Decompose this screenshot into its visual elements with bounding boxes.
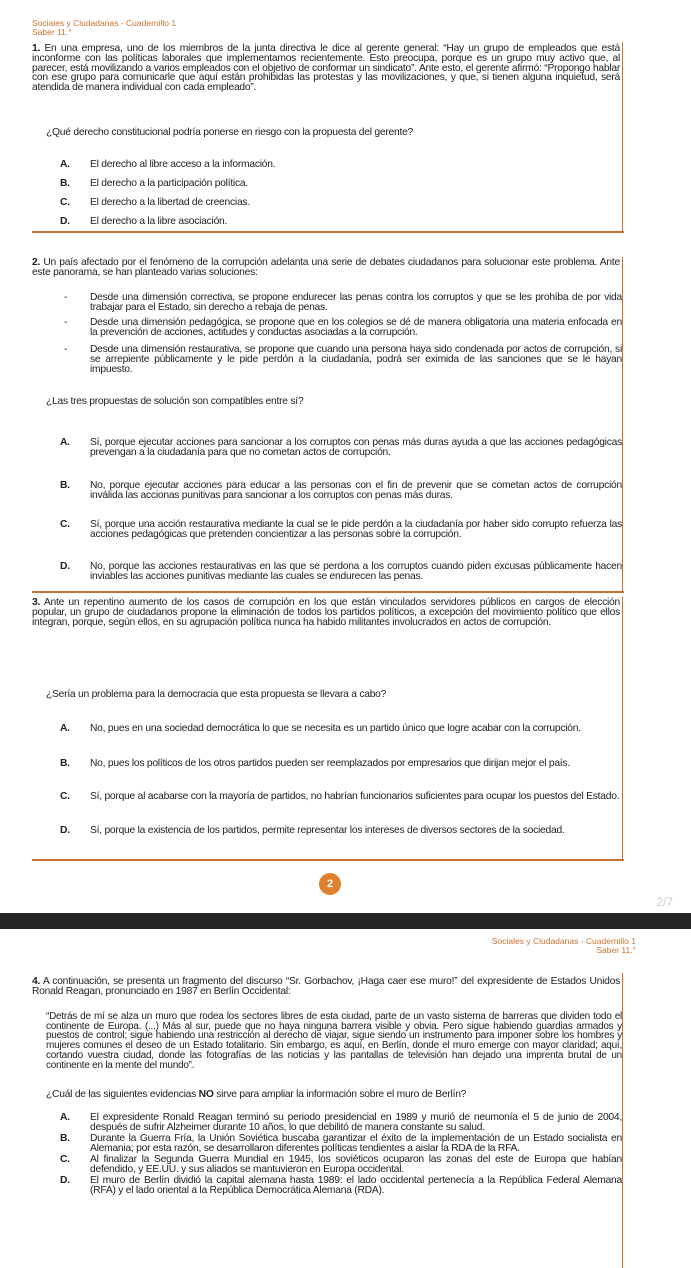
option-letter: C. — [60, 1154, 70, 1165]
option-text: El derecho a la participación política. — [90, 178, 248, 189]
question-1-stem-text: En una empresa, uno de los miembros de la junta directiva le dice al gerente general: “Hay un grupo de empleados que está inconforme con las políticas laborales que implementamos recientemente. Esto preocupa, porque es un grupo muy activo que, al parecer, está movilizando a varios empleados con el objetivo de conformar un sindicato”. Ante esto, el gerente afirmó: “Propongo hablar con ese grupo para comunicarle que aquí están prohibidas las protestas y las movilizaciones, y que, si tienen alguna inquietud, será atendida de manera individual con cada empleado”. — [32, 43, 620, 94]
question-2-stem — [32, 258, 620, 278]
option-letter: C. — [60, 197, 70, 208]
question-1-stem — [32, 44, 620, 93]
question-1-rule — [32, 231, 624, 233]
option-text: El derecho a la libre asociación. — [90, 216, 228, 227]
question-2-bullet-1 — [46, 293, 622, 313]
option-text: El derecho a la libertad de creencias. — [90, 197, 250, 208]
question-2-number: 2. — [32, 257, 41, 268]
question-2-option-a[interactable] — [46, 438, 622, 458]
page-separator — [0, 913, 691, 929]
option-text: El expresidente Ronald Reagan terminó su periodo presidencial en 1989 y murió de neumonía el 5 de junio de 2004, después de sufrir Alzheimer durante 10 años, lo que debilitó de manera constante su salud. — [90, 1112, 622, 1133]
prompt-emphasis: NO — [198, 1089, 214, 1100]
option-letter: C. — [60, 791, 70, 802]
question-2-bullet-2 — [46, 318, 622, 338]
option-letter: A. — [60, 1112, 70, 1123]
bullet-mark: - — [64, 344, 68, 355]
bullet-mark: - — [64, 317, 68, 328]
question-3-prompt: ¿Sería un problema para la democracia que esta propuesta se llevara a cabo? — [46, 689, 387, 700]
bullet-mark: - — [64, 292, 68, 303]
option-letter: D. — [60, 216, 70, 227]
question-2-option-d[interactable] — [46, 562, 622, 582]
option-letter: D. — [60, 1175, 70, 1186]
question-4-option-b[interactable] — [46, 1134, 622, 1154]
question-3-number: 3. — [32, 597, 41, 608]
question-3-option-a[interactable] — [46, 724, 622, 734]
option-letter: D. — [60, 561, 70, 572]
option-text: Sí, porque la existencia de los partidos, permite representar los intereses de diversos sectores de la sociedad. — [90, 825, 565, 836]
option-letter: B. — [60, 1133, 70, 1144]
question-3-stem-text: Ante un repentino aumento de los casos de corrupción en los que están vinculados servidores públicos en cargos de elección popular, un grupo de ciudadanos propone la eliminación de todos los partidos políticos, a excepción del movimiento político que ellos integran, porque, según ellos, en su agrupación política nunca ha habido militantes involucrados en actos de corrupción. — [32, 597, 620, 628]
option-text: No, pues los políticos de los otros partidos pueden ser reemplazados por empresarios que dirijan mejor el país. — [90, 758, 570, 769]
option-letter: D. — [60, 825, 70, 836]
page-number-badge: 2 — [319, 873, 341, 895]
page-header-right — [492, 937, 636, 955]
question-2-option-c[interactable] — [46, 520, 622, 540]
option-text: No, pues en una sociedad democrática lo que se necesita es un partido único que logre acabar con la corrupción. — [90, 723, 581, 734]
question-1-option-a[interactable] — [46, 160, 622, 170]
option-text: No, porque ejecutar acciones para educar a las personas con el fin de prevenir que se cometan actos de corrupción inválida las accionas punitivas para sancionar a los corruptos con penas más duras. — [90, 480, 622, 501]
option-letter: A. — [60, 159, 70, 170]
question-2-rule — [32, 591, 624, 593]
question-1-option-c[interactable] — [46, 198, 622, 208]
page-2 — [0, 929, 691, 1266]
question-4-option-d[interactable] — [46, 1176, 622, 1196]
prompt-text: ¿Cuál de las siguientes evidencias — [46, 1089, 199, 1100]
prompt-text: sirve para ampliar la información sobre el muro de Berlín? — [213, 1089, 467, 1100]
page-header — [32, 19, 176, 37]
question-3-option-d[interactable] — [46, 826, 622, 836]
bullet-text: Desde una dimensión pedagógica, se propone que en los colegios se dé de manera obligatoria una materia enfocada en la prevención de acciones, actitudes y conductas asociadas a la corrupción. — [90, 317, 622, 338]
option-text: Sí, porque al acabarse con la mayoría de partidos, no habrían funcionarios suficientes para ocupar los puestos del Estado. — [90, 791, 620, 802]
question-2-prompt: ¿Las tres propuestas de solución son compatibles entre sí? — [46, 396, 304, 407]
question-1-number: 1. — [32, 43, 41, 54]
question-4-stem — [32, 977, 620, 997]
question-3-option-b[interactable] — [46, 759, 622, 769]
question-4-stem-text: A continuación, se presenta un fragmento del discurso “Sr. Gorbachov, ¡Haga caer ese muro!” del expresidente de Estados Unidos Ronald Reagan, pronunciado en 1987 en Berlín Occidental: — [32, 976, 620, 997]
question-4-prompt — [46, 1090, 622, 1100]
question-1-option-d[interactable] — [46, 217, 622, 227]
question-3-rule — [32, 859, 624, 861]
question-2-stem-text: Un país afectado por el fenómeno de la corrupción adelanta una serie de debates ciudadanos para solucionar este problema. Ante este panorama, se han planteado varias soluciones: — [32, 257, 620, 278]
option-text: El derecho al libre acceso a la información. — [90, 159, 276, 170]
question-2-bullet-3 — [46, 345, 622, 374]
option-letter: B. — [60, 480, 70, 491]
option-text: No, porque las acciones restaurativas en las que se perdona a los corruptos cuando piden excusas públicamente hacen inviables las acciones punitivas mediante las cuales se endurecen las penas. — [90, 561, 622, 582]
question-3-stem — [32, 598, 620, 627]
option-text: El muro de Berlín dividió la capital alemana hasta 1989: el lado occidental pertenecía a la República Federal Alemana (RFA) y el lado oriental a la República Democrática Alemana (RDA). — [90, 1175, 622, 1196]
header-grade: Saber 11.° — [596, 945, 636, 955]
header-grade: Saber 11.° — [32, 27, 72, 37]
question-4-quote: “Detrás de mí se alza un muro que rodea los sectores libres de esta ciudad, parte de un vasto sistema de barreras que dividen todo el continente de Europa. (...) Más al sur, puede que no haya ninguna barrera visible y obvia. Pero sigue habiendo guardias armados y puestos de control; sigue habiendo una restricción al derecho de viajar, sigue siendo un instrumento para imponer sobre los hombres y mujeres comunes el deseo de un Estado totalitario. Sin embargo, es aquí, en Berlín, donde el muro emerge con mayor claridad; aquí, cortando vuestra ciudad, donde las fotografías de las noticias y las pantallas de televisión han dejado una imprenta brutal de un continente en la mente del mundo”. — [46, 1011, 622, 1071]
header-subject: Sociales y Ciudadanas - Cuadernillo 1 — [32, 18, 177, 28]
option-letter: B. — [60, 178, 70, 189]
option-text: Al finalizar la Segunda Guerra Mundial en 1945, los soviéticos ocuparon las zonas del este de Europa que habían defendido, y EE.UU. y sus aliados se mantuvieron en Europa occidental. — [90, 1154, 622, 1175]
question-1-option-b[interactable] — [46, 179, 622, 189]
option-letter: A. — [60, 723, 70, 734]
question-4-option-c[interactable] — [46, 1155, 622, 1175]
question-1-prompt: ¿Qué derecho constitucional podría ponerse en riesgo con la propuesta del gerente? — [46, 127, 414, 138]
question-4-number: 4. — [32, 976, 41, 987]
question-4-option-a[interactable] — [46, 1113, 622, 1133]
bullet-text: Desde una dimensión restaurativa, se propone que cuando una persona haya sido condenada por actos de corrupción, si se arrepiente públicamente y le pide perdón a la ciudadanía, podrá ser eximida de las sanciones que se le hayan impuesto. — [90, 344, 622, 375]
header-subject: Sociales y Ciudadanas - Cuadernillo 1 — [491, 936, 636, 946]
question-3-option-c[interactable] — [46, 792, 622, 802]
page-count: 2/7 — [656, 895, 673, 909]
option-letter: C. — [60, 519, 70, 530]
option-text: Sí, porque una acción restaurativa mediante la cual se le pide perdón a la ciudadanía por haber sido corrupto refuerza las acciones pedagógicas que pretenden concientizar a las personas sobre la corrupción. — [90, 519, 622, 540]
question-2-option-b[interactable] — [46, 481, 622, 501]
option-letter: B. — [60, 758, 70, 769]
option-letter: A. — [60, 437, 70, 448]
option-text: Sí, porque ejecutar acciones para sancionar a los corruptos con penas más duras ayuda a que las acciones pedagógicas prevengan a la ciudadanía para que no cometan actos de corrupción. — [90, 437, 622, 458]
bullet-text: Desde una dimensión correctiva, se propone endurecer las penas contra los corruptos y que se les prohíba de por vida trabajar para el Estado, sin derecho a rebaja de penas. — [90, 292, 622, 313]
option-text: Durante la Guerra Fría, la Unión Soviética buscaba garantizar el éxito de la implementación de un Estado socialista en Alemania; por esta razón, se desarrollaron diferentes políticas tendientes a aislar la RDA de la RFA. — [90, 1133, 622, 1154]
